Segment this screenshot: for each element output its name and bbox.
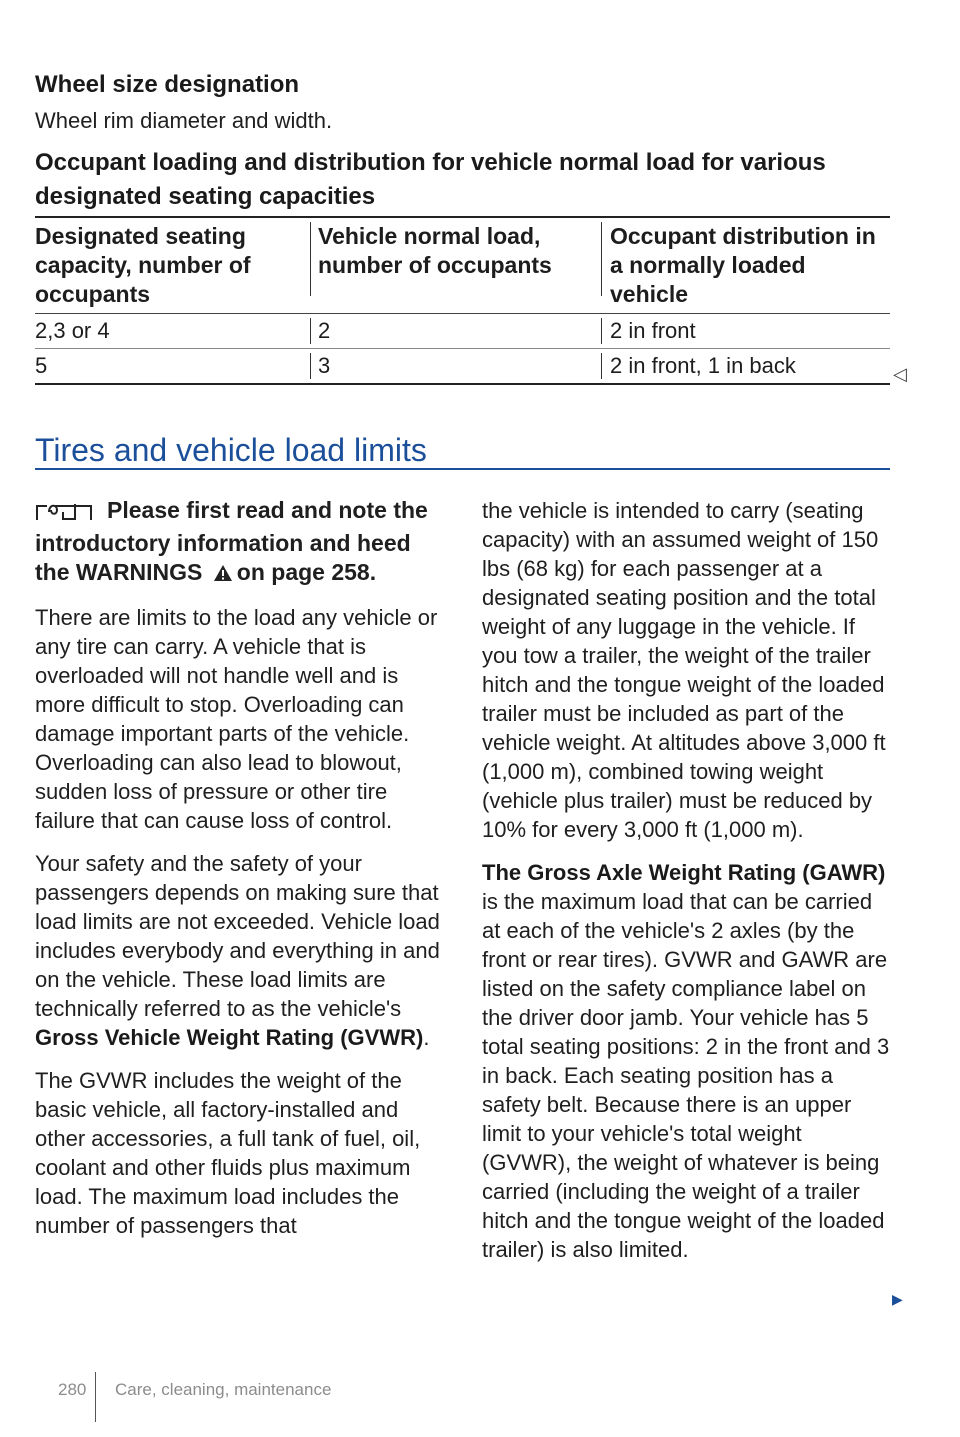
paragraph (482, 858, 892, 1264)
book-icon (35, 498, 93, 529)
right-column (482, 496, 892, 1278)
table-divider (601, 318, 602, 344)
note-text-2: on page 258. (236, 559, 377, 585)
table-top-rule (35, 216, 890, 218)
section-end-marker-icon: ◁ (893, 364, 907, 384)
chapter-title: Care, cleaning, maintenance (115, 1380, 332, 1399)
warning-icon (213, 560, 233, 589)
section-rule (35, 468, 890, 470)
table-cell: 2 in front (610, 318, 696, 343)
table-header-distribution: Occupant distribution in a normally loaded vehicle (610, 223, 876, 307)
paragraph: The GVWR includes the weight of the basic vehicle, all factory-installed and other accessories, a full tank of fuel, oil, coolant and other fluids plus maximum load. The maximum load includes the number of passengers that (35, 1068, 421, 1238)
paragraph-text: . (423, 1025, 430, 1050)
paragraph (35, 849, 450, 1052)
paragraph: There are limits to the load any vehicle or any tire can carry. A vehicle that is overloaded will not handle well and is more difficult to stop. Overloading can damage important parts of the vehicle. Overloading can also lead to blowout, sudden loss of pressure or other tire failure that can cause loss of control. (35, 605, 438, 833)
table-cell: 2 (318, 318, 331, 343)
table-header-seating-capacity: Designated seating capacity, number of occupants (35, 223, 251, 307)
paragraph-text: is the maximum load that can be carried at each of the vehicle's 2 axles (by the front or rear tires). GVWR and GAWR are listed on the safety compliance label on the driver door jamb. Your vehicle has 5 total seating positions: 2 in the front and 3 in back. Each seating position has a safety belt. Because there is an upper limit to your vehicle's total weight (GVWR), the weight of whatever is being carried (including the weight of a trailer hitch and the tongue weight of the loaded trailer) is also limited. (482, 889, 890, 1262)
continue-arrow-icon: ▶ (892, 1291, 903, 1307)
table-divider (601, 222, 602, 296)
table-header-normal-load: Vehicle normal load, number of occupants (318, 223, 552, 278)
note-block (35, 496, 450, 589)
paragraph: the vehicle is intended to carry (seating capacity) with an assumed weight of 150 lbs (68 kg) for each passenger at a designated seating position and the total weight of any luggage in the vehicle. If you tow a trailer, the weight of the trailer hitch and the tongue weight of the loaded trailer must be included as part of the vehicle weight. At altitudes above 3,000 ft (1,000 m), combined towing weight (vehicle plus trailer) must be reduced by 10% for every 3,000 ft (1,000 m). (482, 498, 886, 842)
term-gawr: The Gross Axle Weight Rating (GAWR) (482, 860, 886, 885)
wheel-size-heading: Wheel size designation (35, 71, 300, 98)
table-row-rule (35, 348, 890, 349)
table-cell: 2,3 or 4 (35, 318, 110, 343)
footer-separator (95, 1372, 96, 1422)
left-column (35, 496, 450, 1254)
term-gvwr: Gross Vehicle Weight Rating (GVWR) (35, 1025, 424, 1050)
section-title: Tires and vehicle load limits (35, 432, 427, 468)
paragraph-text: Your safety and the safety of your passengers depends on making sure that load limits are not exceeded. Vehicle load includes everybody and everything in and on the vehicle. These load limits are technically referred to as the vehicle's (35, 851, 440, 1021)
page-number: 280 (58, 1380, 87, 1399)
table-bottom-rule (35, 383, 890, 385)
table-cell: 2 in front, 1 in back (610, 353, 796, 378)
table-divider (601, 353, 602, 379)
wheel-size-text: Wheel rim diameter and width. (35, 108, 333, 133)
table-cell: 3 (318, 353, 331, 378)
table-header-rule (35, 313, 890, 314)
table-divider (310, 222, 311, 296)
table-divider (310, 353, 311, 379)
occupant-heading-line1: Occupant loading and distribution for vehicle normal load for various (35, 149, 826, 176)
note-text-1: Please first read and note the introductory information and heed the WARNINGS (35, 497, 428, 585)
occupant-table (35, 216, 890, 386)
table-divider (310, 318, 311, 344)
table-cell: 5 (35, 353, 48, 378)
occupant-heading-line2: designated seating capacities (35, 183, 376, 210)
